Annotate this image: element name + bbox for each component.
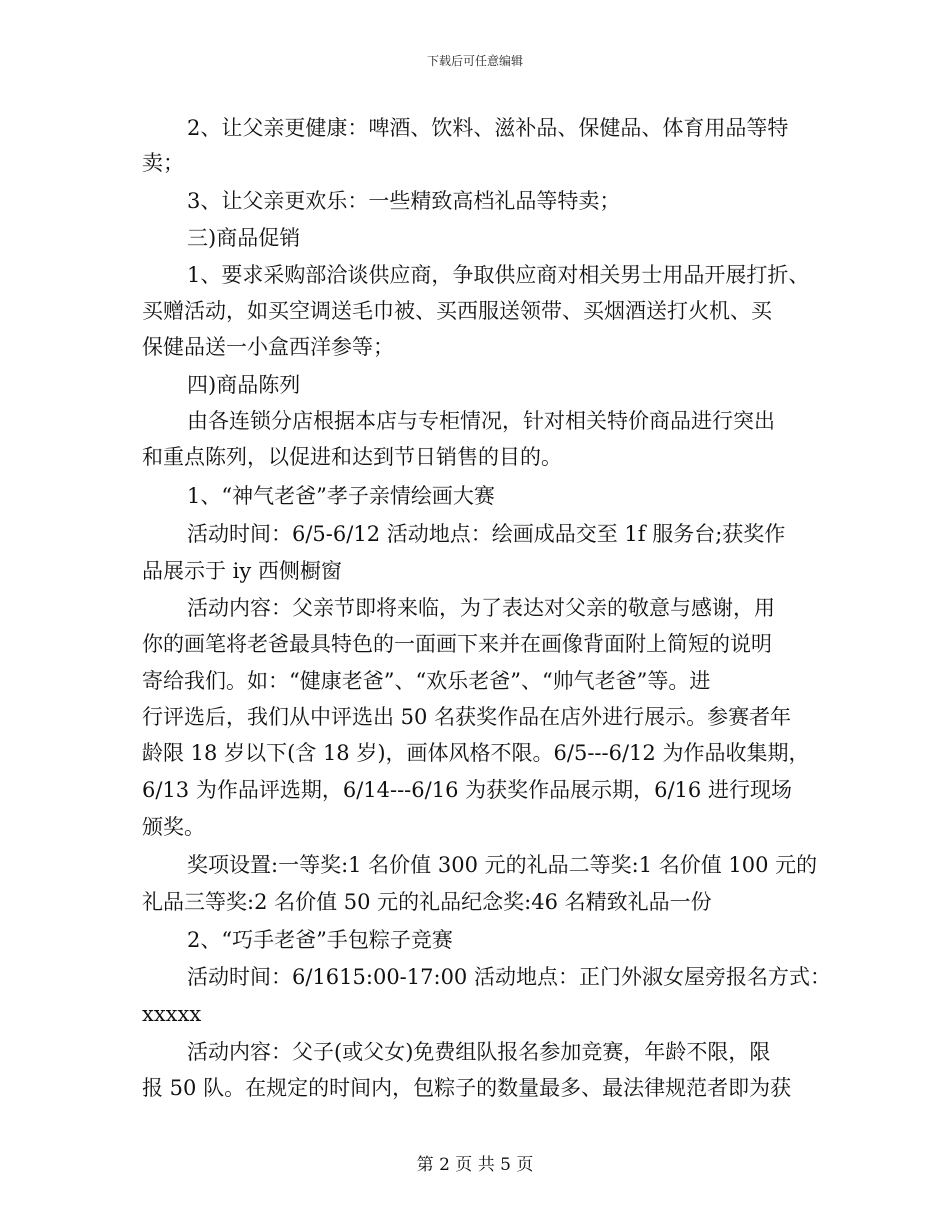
text-line: 3、让父亲更欢乐：一些精致高档礼品等特卖； [187, 189, 621, 213]
text-line: 买赠活动，如买空调送毛巾被、买西服送领带、买烟酒送打火机、买 [142, 299, 772, 323]
text-line: 寄给我们。如：“健康老爸”、“欢乐老爸”、“帅气老爸”等。进 [142, 669, 711, 693]
text-line: 2、“巧手老爸”手包粽子竞赛 [187, 928, 453, 952]
text-line: 报 50 队。在规定的时间内，包粽子的数量最多、最法律规范者即为获 [142, 1076, 792, 1100]
text-line: 你的画笔将老爸最具特色的一面画下来并在画像背面附上简短的说明 [142, 632, 772, 656]
text-line: 2、让父亲更健康：啤酒、饮料、滋补品、保健品、体育用品等特 [187, 116, 789, 140]
text-line: 1、“神气老爸”孝子亲情绘画大赛 [187, 484, 495, 508]
text-line: 1、要求采购部洽谈供应商，争取供应商对相关男士用品开展打折、 [187, 263, 810, 287]
text-line: 和重点陈列，以促进和达到节日销售的目的。 [142, 445, 562, 469]
text-line: 活动内容：父子(或父女)免费组队报名参加竞赛，年龄不限，限 [187, 1040, 771, 1064]
text-line: 行评选后，我们从中评选出 50 名获奖作品在店外进行展示。参赛者年 [142, 705, 792, 729]
text-line: 三)商品促销 [187, 226, 301, 250]
text-line: 活动时间：6/5-6/12 活动地点：绘画成品交至 1f 服务台;获奖作 [187, 522, 786, 546]
text-line: 由各连锁分店根据本店与专柜情况，针对相关特价商品进行突出 [187, 409, 775, 433]
text-line: 品展示于 iy 西侧橱窗 [142, 559, 342, 583]
text-line: 保健品送一小盒西洋参等； [142, 335, 394, 359]
page-number-footer: 第 2 页 共 5 页 [416, 1155, 534, 1175]
page-header: 下载后可任意编辑 [426, 54, 523, 68]
text-line: 四)商品陈列 [187, 373, 301, 397]
text-line: 卖； [142, 151, 184, 175]
text-line: 6/13 为作品评选期，6/14---6/16 为获奖作品展示期，6/16 进行现场 [142, 778, 792, 802]
text-line: 颁奖。 [142, 815, 205, 839]
text-line: xxxxx [142, 1002, 202, 1026]
text-line: 活动时间：6/1615:00-17:00 活动地点：正门外淑女屋旁报名方式： [187, 965, 831, 989]
text-line: 龄限 18 岁以下(含 18 岁)，画体风格不限。6/5---6/12 为作品收集期， [142, 741, 810, 765]
text-line: 奖项设置:一等奖:1 名价值 300 元的礼品二等奖:1 名价值 100 元的 [187, 853, 818, 877]
text-line: 活动内容：父亲节即将来临，为了表达对父亲的敬意与感谢，用 [187, 596, 775, 620]
text-line: 礼品三等奖:2 名价值 50 元的礼品纪念奖:46 名精致礼品一份 [142, 890, 712, 914]
